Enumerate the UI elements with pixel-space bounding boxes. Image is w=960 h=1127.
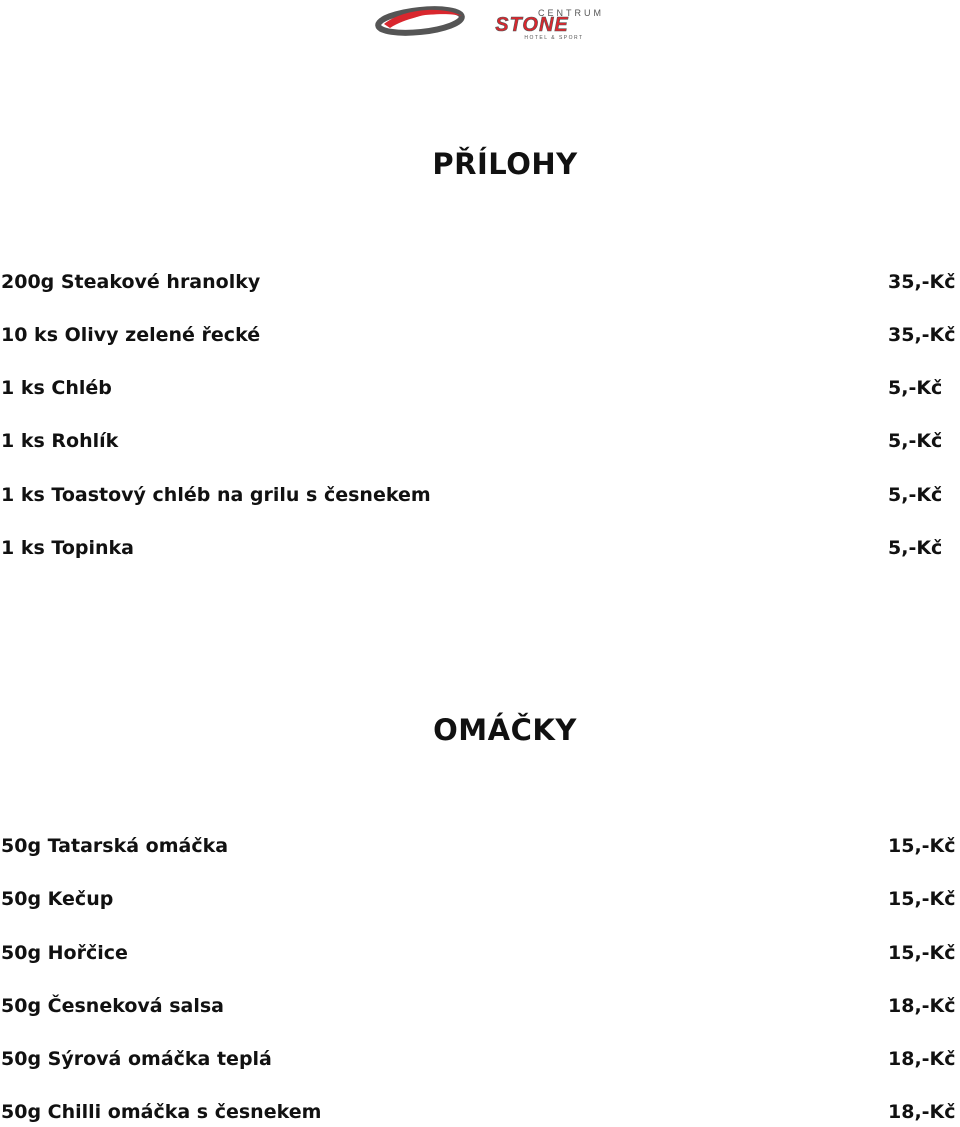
- logo-sub-text: HOTEL & SPORT: [524, 35, 584, 40]
- item-name: 10 ks Olivy zelené řecké: [1, 324, 261, 346]
- menu-item: [0, 992, 960, 1020]
- item-price: 15,-Kč: [888, 942, 956, 964]
- menu-item: [0, 481, 960, 509]
- menu-item: [0, 427, 960, 455]
- menu-item: [0, 534, 960, 562]
- menu-item: [0, 832, 960, 860]
- item-price: 5,-Kč: [888, 537, 943, 559]
- item-name: 50g Sýrová omáčka teplá: [1, 1048, 272, 1070]
- centrum-stone-logo: [374, 4, 626, 40]
- item-price: 5,-Kč: [888, 377, 943, 399]
- item-name: 1 ks Toastový chléb na grilu s česnekem: [1, 484, 431, 506]
- section-title-prilohy: PŘÍLOHY: [432, 147, 578, 181]
- menu-item: [0, 1098, 960, 1126]
- item-price: 18,-Kč: [888, 1101, 956, 1123]
- item-name: 50g Česneková salsa: [1, 995, 224, 1017]
- item-name: 1 ks Rohlík: [1, 430, 119, 452]
- menu-item: [0, 321, 960, 349]
- item-name: 50g Tatarská omáčka: [1, 835, 229, 857]
- item-name: 50g Hořčice: [1, 942, 128, 964]
- menu-item: [0, 1045, 960, 1073]
- item-name: 50g Kečup: [1, 888, 114, 910]
- item-price: 15,-Kč: [888, 835, 956, 857]
- logo-graphic: [374, 4, 626, 40]
- item-price: 18,-Kč: [888, 1048, 956, 1070]
- menu-item: [0, 374, 960, 402]
- menu-item: [0, 268, 960, 296]
- item-price: 5,-Kč: [888, 484, 943, 506]
- item-name: 200g Steakové hranolky: [1, 271, 261, 293]
- item-price: 35,-Kč: [888, 324, 956, 346]
- menu-item: [0, 939, 960, 967]
- item-price: 18,-Kč: [888, 995, 956, 1017]
- item-name: 1 ks Topinka: [1, 537, 134, 559]
- section-title-omacky: OMÁČKY: [433, 713, 577, 747]
- item-name: 1 ks Chléb: [1, 377, 112, 399]
- logo-top-text: CENTRUM: [538, 8, 604, 18]
- item-price: 5,-Kč: [888, 430, 943, 452]
- item-price: 35,-Kč: [888, 271, 956, 293]
- logo-main-text: STONE: [495, 14, 569, 36]
- item-price: 15,-Kč: [888, 888, 956, 910]
- item-name: 50g Chilli omáčka s česnekem: [1, 1101, 322, 1123]
- menu-item: [0, 885, 960, 913]
